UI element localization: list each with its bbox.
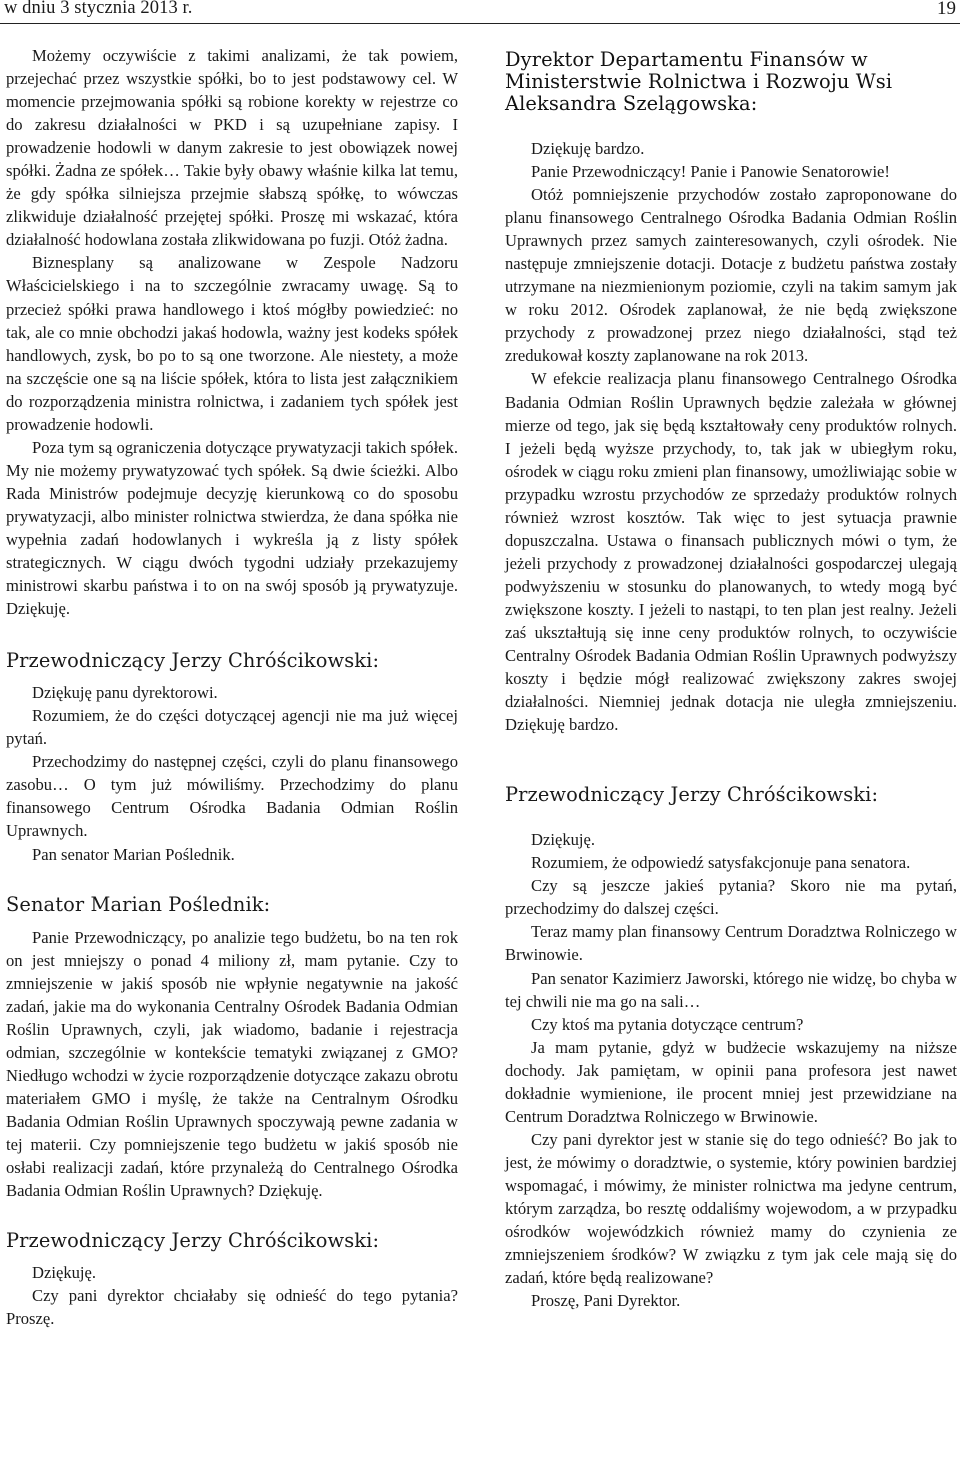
right-column [505, 44, 957, 1312]
paragraph: Czy pani dyrektor chciałaby się odnieść do tego pytania? Proszę. [6, 1286, 458, 1329]
paragraph: Panie Przewodniczący, po analizie tego budżetu, bo na ten rok on jest mniejszy o ponad 4 miliony zł, mam pytanie. Czy to zmniejszenie w jakiś sposób nie wpłynie negatywnie na jakość zadań, jakie ma do wykonania Centralny Ośrodek Badania Odmian Roślin Uprawnych, czyli, jak wiadomo, badanie i rejestracja odmian, szczególnie w kontekście tematyki związanej z GMO? Niedługo wchodzi w życie rozporządzenie dotyczące zakazu obrotu materiałem GMO i myślę, że także na Centralnym Ośrodku Badania Odmian Roślin Uprawnych spoczywają pewne zadania w tej materii. Czy pomniejszenie tego budżetu w jakiś sposób nie osłabi realizacji zadań, które przynależą do Centralnego Ośrodka Badania Odmian Roślin Uprawnych? Dziękuję. [6, 927, 458, 1201]
paragraph: Biznesplany są analizowane w Zespole Nadzoru Właścicielskiego i na to szczególnie zwracamy uwagę. Są to przecież spółki prawa handlowego i ktoś mógłby powiedzieć: no tak, ale co mnie obchodzi jakaś hodowla, ważny jest kodeks spółek handlowych, zysk, bo po to są one tworzone. Ale niestety, a może na szczęście one są na liście spółek, która to lista jest załącznikiem do rozporządzenia ministra rolnictwa, i zadaniem tych spółek jest prowadzenie hodowli. [6, 253, 458, 434]
paragraph: Otóż pomniejszenie przychodów zostało zaproponowane do planu finansowego Centralnego Ośrodka Badania Odmian Roślin Uprawnych przez samych zainteresowanych, czyli ośrodek. Nie następuje zmniejszenie dotacji. Dotacje z budżetu państwa zostały utrzymane na niezmienionym poziomie, czyli na takim samym jak w roku 2012. Ośrodek zaplanował, że nie będą zwiększone przychody z prowadzonej przez niego działalności, stąd też zredukował koszty zaplanowane na rok 2013. [505, 185, 957, 366]
paragraph: Dziękuję panu dyrektorowi. [32, 683, 218, 703]
paragraph: Dziękuję. [531, 830, 596, 850]
paragraph: Poza tym są ograniczenia dotyczące prywatyzacji takich spółek. My nie możemy prywatyzować tych spółek. Są dwie ścieżki. Albo Rada Ministrów podejmuje decyzję kierunkową co do sposobu prywatyzacji, albo minister rolnictwa stwierdza, że dana spółka nie wypełnia zadań hodowlanych i wykreśla ją z listy spółek strategicznych. W ciągu dwóch tygodni udziały przekazujemy ministrowi skarbu państwa i to on na swój sposób ją prywatyzuje. Dziękuję. [6, 437, 458, 619]
paragraph: Czy pani dyrektor jest w stanie się do tego odnieść? Bo jak to jest, że mówimy o doradztwie, o systemie, który powinien bardziej wspomagać, i mówimy, że minister rolnictwa ma jedyne centrum, którym zarządza, bo resztę oddaliśmy wojewodom, a w przypadku ośrodków wojewódzkich również mamy do czynienia ze zmniejszeniem środków? W związku z tym jak cele mają się do zadań, które będą realizowane? [505, 1129, 957, 1288]
paragraph: Czy ktoś ma pytania dotyczące centrum? [531, 1014, 804, 1034]
paragraph: Proszę, Pani Dyrektor. [531, 1291, 681, 1311]
paragraph: W efekcie realizacja planu finansowego Centralnego Ośrodka Badania Odmian Roślin Uprawnych będzie zależała w głównej mierze od tego, jak się będą kształtowały ceny produktów rolnych. I jeżeli będą wyższe przychody, to, tak jak w ubiegłym roku, ośrodek w ciągu roku zmieni plan finansowy, umożliwiając sobie w przypadku wzrostu przychodów ze sprzedaży produktów rolnych również wzrost kosztów. Tak więc to jest sytuacja prawnie dopuszczalna. Ustawa o finansach publicznych mówi o tym, że jeżeli przychody z prowadzonej działalności gospodarczej ulegają podwyższeniu w stosunku do planowanych, to wtedy mogą być zwiększone koszty. I jeżeli to nastąpi, to ten plan jest realny. Jeżeli zaś ukształtują się inne ceny produktów rolnych, to oczywiście Centralny Ośrodek Badania Odmian Roślin Uprawnych podwyższy koszty i będzie mógł realizować zwiększony zakres swojej działalności. Niemniej jednak dotacja nie uległa zmniejszeniu. Dziękuję bardzo. [505, 369, 957, 735]
paragraph: Dziękuję. [32, 1263, 97, 1283]
left-column [6, 44, 458, 1330]
paragraph: Możemy oczywiście z takimi analizami, że tak powiem, przejechać przez wszystkie spółki, bo to jest podstawowy cel. W momencie przejmowania spółki są robione korekty w rejestrze co do zakresu działalności w PKD i są uzupełniane zapisy. I prowadzenie hodowli w danym zakresie to jest obowiązek nowej spółki. Żadna ze spółek… Takie były obawy właśnie kilka lat temu, że gdy spółka silniejsza przejmie słabszą spółkę, to wówczas zlikwiduje działalność przejętej spółki. Proszę mi wskazać, która działalność hodowlana została zlikwidowana po fuzji. Otóż żadna. [6, 46, 458, 250]
speaker-heading: Przewodniczący Jerzy Chróścikowski: [505, 783, 879, 807]
paragraph: Pan senator Marian Poślednik. [32, 844, 235, 864]
page-header [0, 0, 960, 24]
page-number: 19 [937, 0, 956, 19]
paragraph: Przechodzimy do następnej części, czyli do planu finansowego zasobu… O tym już mówiliśmy. Przechodzimy do planu finansowego Centrum Ośrodka Badania Odmian Roślin Uprawnych. [6, 752, 458, 841]
speaker-heading: Senator Marian Poślednik: [6, 892, 271, 916]
paragraph: Teraz mamy plan finansowy Centrum Doradztwa Rolniczego w Brwinowie. [505, 922, 957, 965]
session-date: w dniu 3 stycznia 2013 r. [4, 0, 193, 18]
speaker-heading: Przewodniczący Jerzy Chróścikowski: [6, 649, 380, 673]
paragraph: Pan senator Kazimierz Jaworski, którego nie widzę, bo chyba w tej chwili nie ma go na sali… [505, 968, 957, 1011]
paragraph: Ja mam pytanie, gdyż w budżecie wskazujemy na niższe dochody. Jak pamiętam, w opinii pana profesora jest nawet dokładnie wymienione, ile procent mniej jest przewidziane na Centrum Doradztwa Rolniczego w Brwinowie. [505, 1037, 957, 1126]
paragraph: Rozumiem, że odpowiedź satysfakcjonuje pana senatora. [531, 853, 911, 873]
paragraph: Panie Przewodniczący! Panie i Panowie Senatorowie! [531, 162, 890, 182]
speaker-heading: Dyrektor Departamentu Finansów w Ministerstwie Rolnictwa i Rozwoju Wsi Aleksandra Szelągowska: [505, 48, 893, 115]
paragraph: Czy są jeszcze jakieś pytania? Skoro nie ma pytań, przechodzimy do dalszej części. [505, 876, 957, 919]
paragraph: Rozumiem, że do części dotyczącej agencji nie ma już więcej pytań. [6, 706, 458, 749]
speaker-heading: Przewodniczący Jerzy Chróścikowski: [6, 1229, 380, 1253]
paragraph: Dziękuję bardzo. [531, 139, 645, 158]
